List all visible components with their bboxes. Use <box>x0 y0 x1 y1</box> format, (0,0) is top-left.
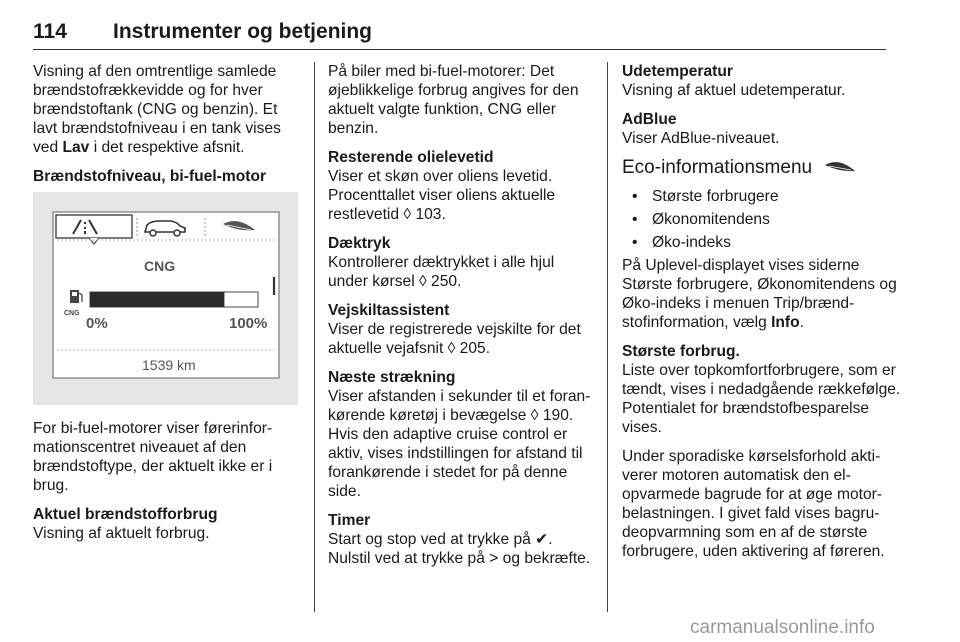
largest-consumers-heading: Største forbrug. <box>622 343 740 360</box>
fuel-gauge-fill <box>90 292 224 307</box>
page-header <box>33 20 923 46</box>
adaptive-cruise-text: Hvis den adaptive cruise control er aktiv, vises indstillingen for afstand til forankørende i stedet for på denne side. <box>328 426 583 500</box>
sign-assist-heading: Vejskiltassistent <box>328 302 450 319</box>
adblue-heading: AdBlue <box>622 111 677 128</box>
page-ref-arrow-icon: ◊ <box>447 340 460 357</box>
chevron-right-icon: > <box>489 550 499 567</box>
cng-icon-label: CNG <box>64 310 80 317</box>
next-section-heading: Næste strækning <box>328 369 456 386</box>
outside-temp-heading: Udetemperatur <box>622 63 733 80</box>
page-ref-arrow-icon: ◊ <box>403 206 416 223</box>
consumption-heading: Aktuel brændstofforbrug <box>33 506 218 523</box>
timer-text: Start og stop ved at trykke på ✔. Nulstil ved at trykke på > og bekræfte. <box>328 531 591 567</box>
tyre-pressure-text: Kontrollerer dæktrykket i alle hjul under kørsel ◊ 250. <box>328 254 555 290</box>
eco-menu-list <box>622 187 902 252</box>
consumption-text: Visning af aktuelt forbrug. <box>33 525 210 542</box>
page-ref-arrow-icon: ◊ <box>530 407 543 424</box>
gauge-min-label: 0% <box>86 315 108 332</box>
page-ref-link[interactable]: 205 <box>459 340 486 357</box>
list-item: • Øko-indeks <box>622 233 902 252</box>
range-value: 1539 km <box>142 357 196 373</box>
checkmark-icon: ✔ <box>535 531 549 548</box>
next-section-text: Viser afstanden i sekunder til et forankørende køretøj i bevægelse ◊ 190. <box>328 388 591 424</box>
list-item: • Økonomitendens <box>622 210 902 229</box>
chapter-title: Instrumenter og betjening <box>113 20 373 43</box>
timer-heading: Timer <box>328 512 371 529</box>
page-ref-arrow-icon: ◊ <box>419 273 432 290</box>
page-number: 114 <box>33 20 67 43</box>
eco-menu-heading: Eco-informationsmenu <box>622 158 902 177</box>
gauge-max-label: 100% <box>229 315 268 332</box>
adblue-text: Viser AdBlue-niveauet. <box>622 130 780 147</box>
page-ref-link[interactable]: 250 <box>431 273 458 290</box>
bifuel-consumption-paragraph: På biler med bi-fuel-motorer: Det øjeblikkelige forbrug angives for den aktuelt valgte funktion, CNG eller benzin. <box>328 63 579 137</box>
column-divider-1 <box>314 62 315 612</box>
largest-consumers-text: Liste over topkomfortforbrugere, som er tændt, vises i nedadgående rækkefølge. Potentialet for brændstofbesparelse vises. <box>622 362 901 436</box>
column-3 <box>622 62 902 571</box>
watermark: carmanualsonline.info <box>690 617 875 638</box>
fuel-type-label: CNG <box>144 258 176 274</box>
eco-leaf-icon <box>823 159 857 175</box>
tyre-pressure-heading: Dæktryk <box>328 235 391 252</box>
column-divider-2 <box>607 62 608 612</box>
uplevel-paragraph: På Uplevel-displayet vises siderne Største forbrugere, Økonomitendens og Øko-indeks i menuen Trip/brændstofinformation, vælg Info. <box>622 257 897 331</box>
list-item: • Største forbrugere <box>622 187 902 206</box>
column-2 <box>328 62 598 578</box>
page-ref-link[interactable]: 103 <box>415 206 442 223</box>
fuel-level-heading: Brændstofniveau, bi-fuel-motor <box>33 168 267 185</box>
header-rule <box>33 49 886 50</box>
outside-temp-text: Visning af aktuel udetemperatur. <box>622 82 846 99</box>
intro-paragraph: Visning af den omtrentlige samlede brændstofrækkevidde og for hver brændstoftank (CNG og benzin). Et lavt brændstofniveau i en tank vises ved Lav i det respektive afsnit. <box>33 63 281 156</box>
oil-life-heading: Resterende olielevetid <box>328 149 494 166</box>
page-ref-link[interactable]: 190 <box>542 407 569 424</box>
bifuel-paragraph: For bi-fuel-motorer viser førerinformationscentret niveauet af den brændstoftype, der aktuelt ikke er i brug. <box>33 420 273 494</box>
sporadic-driving-text: Under sporadiske kørselsforhold aktiverer motoren automatisk den el-opvarmede bagrude for at øge motorbelastningen. I givet fald vises bagrudeopvarmning som en af de største forbrugere, uden aktivering af føreren. <box>622 448 885 560</box>
column-1 <box>33 62 303 553</box>
oil-life-text: Viser et skøn over oliens levetid. Procenttallet viser oliens aktuelle restlevetid ◊ 103. <box>328 168 556 223</box>
fuel-display-figure <box>33 192 298 405</box>
sign-assist-text: Viser de registrerede vejskilte for det aktuelle vejafsnit ◊ 205. <box>328 321 581 357</box>
